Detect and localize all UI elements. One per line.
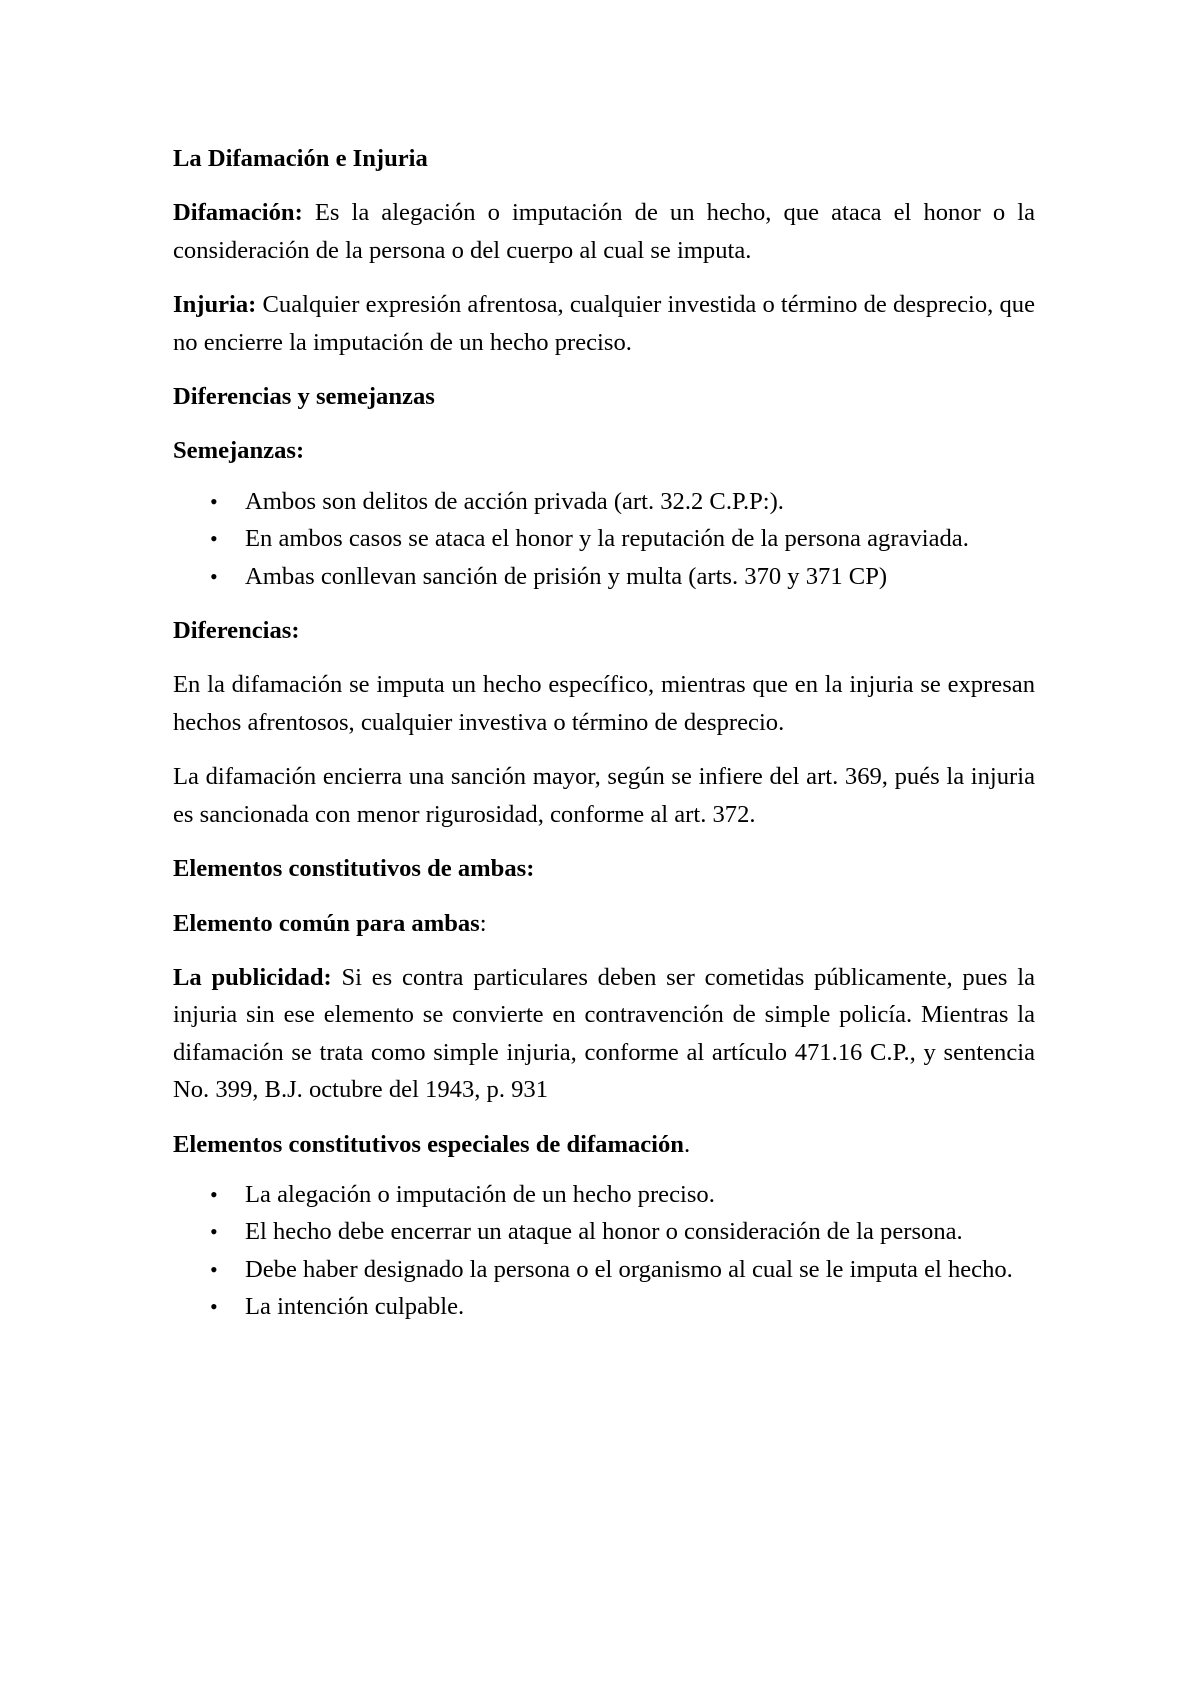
difamacion-term: Difamación: (173, 199, 303, 227)
list-item-text: La alegación o imputación de un hecho preciso. (245, 1180, 715, 1208)
list-item (173, 483, 1035, 520)
list-item (173, 558, 1035, 595)
injuria-term: Injuria: (173, 291, 257, 319)
elemento-comun-label: Elemento común para ambas (173, 909, 480, 937)
publicidad-term: La publicidad: (173, 963, 332, 991)
injuria-text: Cualquier expresión afrentosa, cualquier investida o término de desprecio, que no encierre la imputación de un hecho preciso. (173, 291, 1035, 356)
bullet-icon: • (210, 563, 218, 589)
injuria-definition (173, 286, 1035, 361)
list-item (173, 1288, 1035, 1325)
list-item (173, 1213, 1035, 1250)
list-item (173, 520, 1035, 557)
elementos-ambas-heading: Elementos constitutivos de ambas: (173, 855, 535, 883)
list-item-text: El hecho debe encerrar un ataque al honor o consideración de la persona. (245, 1218, 963, 1246)
bullet-icon: • (210, 1256, 218, 1282)
list-item (173, 1176, 1035, 1213)
publicidad-text: Si es contra particulares deben ser cometidas públicamente, pues la injuria sin ese elemento se convierte en contravención de simple policía. Mientras la difamación se trata como simple injuria, conforme al artículo 471.16 C.P., y sentencia No. 399, B.J. octubre del 1943, p. 931 (173, 963, 1036, 1104)
elemento-comun-colon: : (479, 909, 487, 937)
document-title: La Difamación e Injuria (173, 145, 428, 172)
diferencias-paragraph-2: La difamación encierra una sanción mayor, según se infiere del art. 369, pués la injuria es sancionada con menor rigurosidad, conforme al art. 372. (173, 763, 1035, 828)
list-item-text: Debe haber designado la persona o el organismo al cual se le imputa el hecho. (245, 1255, 1013, 1283)
list-item-text: En ambos casos se ataca el honor y la reputación de la persona agraviada. (245, 525, 969, 553)
especiales-heading-period: . (683, 1130, 691, 1158)
list-item (173, 1251, 1035, 1288)
especiales-heading-label: Elementos constitutivos especiales de difamación (173, 1130, 684, 1158)
difamacion-definition (173, 194, 1035, 269)
list-item-text: Ambos son delitos de acción privada (art. 32.2 C.P.P:). (245, 487, 784, 515)
document-page (173, 140, 1035, 1343)
list-item-text: Ambas conllevan sanción de prisión y multa (arts. 370 y 371 CP) (245, 562, 888, 590)
diferencias-heading: Diferencias: (173, 617, 300, 645)
diferencias-paragraph-1: En la difamación se imputa un hecho específico, mientras que en la injuria se expresan hechos afrentosos, cualquier investiva o término de desprecio. (173, 671, 1035, 736)
semejanzas-heading: Semejanzas: (173, 437, 305, 465)
bullet-icon: • (210, 488, 218, 514)
elemento-comun-heading (173, 905, 1035, 942)
difamacion-text: Es la alegación o imputación de un hecho, que ataca el honor o la consideración de la persona o del cuerpo al cual se imputa. (173, 199, 1035, 264)
list-item-text: La intención culpable. (245, 1293, 465, 1321)
especiales-list (173, 1176, 1035, 1326)
semejanzas-list (173, 483, 1035, 595)
diferencias-semejanzas-heading: Diferencias y semejanzas (173, 383, 435, 411)
bullet-icon: • (210, 1294, 218, 1320)
bullet-icon: • (210, 1181, 218, 1207)
bullet-icon: • (210, 1219, 218, 1245)
publicidad-paragraph (173, 959, 1035, 1109)
bullet-icon: • (210, 526, 218, 552)
especiales-heading (173, 1126, 1035, 1163)
